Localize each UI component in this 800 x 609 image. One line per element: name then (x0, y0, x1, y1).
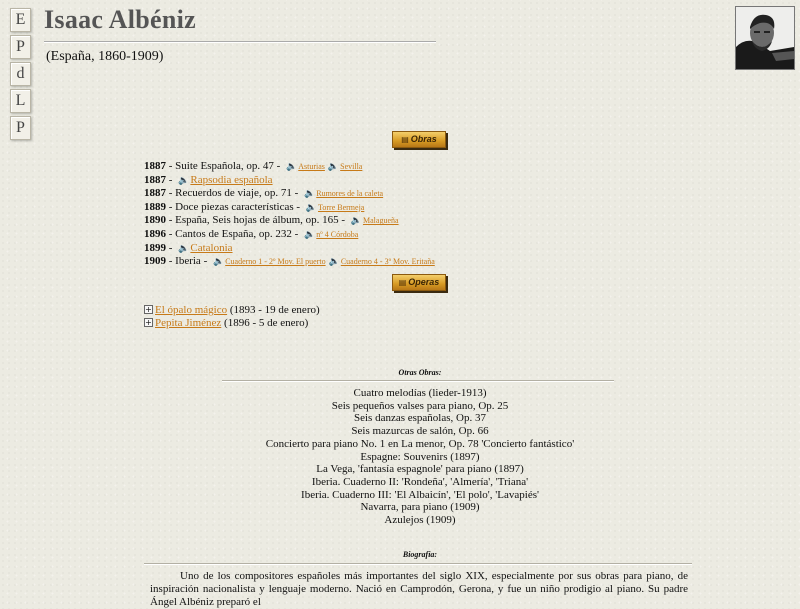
audio-link[interactable]: Cuaderno 1 - 2º Mov. El puerto (225, 257, 326, 267)
list-item (144, 304, 320, 317)
work-title: Suite Española, op. 47 - (175, 160, 284, 172)
works-list (144, 160, 435, 269)
nav-letter-p2[interactable]: P (10, 116, 31, 140)
work-row (144, 187, 435, 201)
work-separator: - (166, 200, 176, 213)
work-title: Recuerdos de viaje, op. 71 - (175, 187, 302, 200)
other-works-list (0, 387, 800, 527)
speaker-icon[interactable]: 🔈 (212, 257, 225, 268)
work-separator: - (166, 255, 176, 268)
composer-portrait (735, 6, 795, 70)
nav-letter-l[interactable]: L (10, 89, 31, 113)
opera-date: (1893 - 19 de enero) (227, 304, 320, 316)
work-separator: - (166, 187, 176, 200)
audio-link[interactable]: Malagueña (363, 216, 399, 226)
biography-paragraph: Uno de los compositores españoles más importantes del siglo XIX, especialmente por sus obras para piano, de inspiración nacionalista y lenguaje moderno. Nació en Camprodón, Gerona, y fue un niño prodigio al piano. Su padre Ángel Albéniz preparó el (150, 570, 688, 608)
audio-link[interactable]: Cuaderno 4 - 3º Mov. Eritaña (340, 257, 435, 267)
work-row (144, 160, 435, 174)
work-year: 1896 (144, 227, 166, 240)
other-work-item: Navarra, para piano (1909) (360, 501, 480, 514)
nav-letter-p[interactable]: P (10, 35, 31, 59)
opera-link[interactable]: El ópalo mágico (155, 304, 228, 316)
work-title: Doce piezas características - (175, 200, 303, 213)
biography-text (150, 570, 688, 609)
work-separator: - (166, 241, 176, 254)
speaker-icon[interactable]: 🔈 (178, 243, 190, 254)
nav-letter-e[interactable]: E (10, 8, 31, 32)
work-year: 1887 (144, 160, 166, 172)
opera-link[interactable]: Pepita Jiménez (155, 317, 222, 329)
speaker-icon[interactable]: 🔈 (327, 162, 340, 172)
speaker-icon[interactable]: 🔈 (304, 229, 316, 240)
other-work-item: Cuatro melodías (lieder-1913) (353, 387, 487, 399)
work-separator: - (166, 214, 176, 227)
audio-link[interactable]: Asturias (298, 162, 325, 171)
biography-heading: Biografia: (402, 550, 438, 559)
page-title: Isaac Albéniz (44, 5, 196, 34)
work-year: 1899 (144, 241, 166, 254)
plus-box-icon[interactable]: + (145, 318, 152, 327)
speaker-icon[interactable]: 🔈 (178, 175, 190, 186)
other-work-item: Espagne: Souvenirs (1897) (360, 450, 480, 463)
other-works-divider (222, 380, 614, 382)
operas-button[interactable]: ▤ Operas (392, 274, 446, 291)
work-separator: - (166, 160, 176, 172)
plus-box-icon[interactable]: + (145, 305, 152, 314)
side-nav (10, 8, 32, 143)
work-title: España, Seis hojas de álbum, op. 165 - (175, 214, 348, 227)
work-row (144, 174, 435, 188)
work-link[interactable]: Catalonia (190, 241, 233, 254)
work-row (144, 214, 435, 228)
other-work-item: La Vega, 'fantasía espagnole' para piano (1897) (316, 463, 524, 476)
speaker-icon[interactable]: 🔈 (328, 257, 340, 268)
other-work-item: Seis danzas españolas, Op. 37 (354, 412, 486, 425)
other-works-heading: Otras Obras: (398, 368, 442, 377)
work-link[interactable]: Rapsodia española (190, 173, 273, 186)
work-row (144, 242, 435, 256)
other-work-item: Iberia. Cuaderno II: 'Rondeña', 'Almería', 'Triana' (311, 475, 529, 488)
audio-link[interactable]: Rumores de la caleta (316, 189, 384, 199)
other-work-item: Azulejos (1909) (384, 514, 456, 527)
speaker-icon[interactable]: 🔈 (305, 202, 318, 213)
other-work-item: Seis mazurcas de salón, Op. 66 (351, 425, 489, 438)
page-subtitle: (España, 1860-1909) (46, 49, 164, 64)
obras-button[interactable]: ▤ Obras (392, 131, 446, 148)
list-item (144, 317, 320, 330)
work-year: 1909 (144, 255, 166, 268)
speaker-icon[interactable]: 🔈 (350, 216, 363, 227)
audio-link[interactable]: Torre Bermeja (318, 202, 365, 212)
biography-divider (144, 563, 692, 565)
opera-date: (1896 - 5 de enero) (221, 317, 309, 329)
work-separator: - (166, 227, 176, 240)
nav-letter-d[interactable]: d (10, 62, 31, 86)
audio-link[interactable]: Sevilla (340, 162, 363, 171)
work-row (144, 201, 435, 215)
work-separator: - (166, 173, 176, 186)
title-divider (44, 41, 436, 43)
work-year: 1887 (144, 187, 166, 200)
work-row (144, 228, 435, 242)
work-year: 1889 (144, 200, 166, 213)
speaker-icon[interactable]: 🔈 (304, 189, 316, 200)
audio-link[interactable]: nº 4 Córdoba (316, 229, 359, 239)
work-title: Iberia - (175, 255, 210, 268)
work-title: Cantos de España, op. 232 - (175, 227, 302, 240)
work-row (144, 255, 435, 269)
other-work-item: Concierto para piano No. 1 en La menor, Op. 78 'Concierto fantástico' (265, 437, 575, 450)
work-year: 1890 (144, 214, 166, 227)
speaker-icon[interactable]: 🔈 (286, 162, 298, 172)
other-work-item: Seis pequeños valses para piano, Op. 25 (331, 399, 509, 412)
other-work-item: Iberia. Cuaderno III: 'El Albaicín', 'El polo', 'Lavapiés' (301, 488, 539, 501)
operas-list (144, 304, 320, 330)
work-year: 1887 (144, 173, 166, 186)
